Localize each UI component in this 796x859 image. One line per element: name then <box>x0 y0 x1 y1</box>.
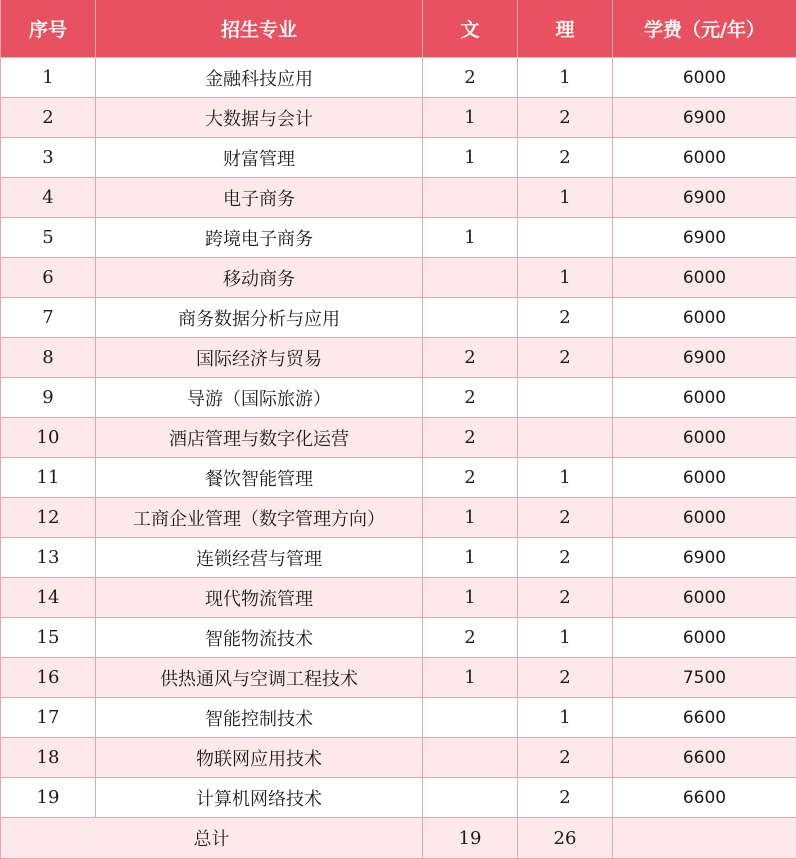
cell-arts: 1 <box>423 138 518 178</box>
cell-major: 酒店管理与数字化运营 <box>96 418 423 458</box>
table-row <box>1 98 796 138</box>
cell-science: 1 <box>518 458 613 498</box>
header-fee: 学费（元/年） <box>613 0 796 58</box>
header-science: 理 <box>518 0 613 58</box>
cell-science: 1 <box>518 178 613 218</box>
cell-major: 连锁经营与管理 <box>96 538 423 578</box>
cell-fee: 6900 <box>613 178 796 218</box>
cell-science: 2 <box>518 138 613 178</box>
cell-science: 1 <box>518 618 613 658</box>
table-row <box>1 658 796 698</box>
cell-major: 智能物流技术 <box>96 618 423 658</box>
cell-major: 移动商务 <box>96 258 423 298</box>
cell-index: 16 <box>1 658 96 698</box>
cell-fee: 6000 <box>613 578 796 618</box>
cell-arts: 2 <box>423 618 518 658</box>
cell-fee: 6000 <box>613 58 796 98</box>
table-row <box>1 58 796 98</box>
table-row <box>1 698 796 738</box>
table-row <box>1 738 796 778</box>
cell-fee: 6000 <box>613 378 796 418</box>
cell-arts <box>423 298 518 338</box>
cell-index: 2 <box>1 98 96 138</box>
cell-fee: 6000 <box>613 258 796 298</box>
cell-arts: 1 <box>423 658 518 698</box>
cell-fee: 6600 <box>613 778 796 818</box>
cell-index: 6 <box>1 258 96 298</box>
cell-index: 3 <box>1 138 96 178</box>
table-row <box>1 138 796 178</box>
cell-index: 9 <box>1 378 96 418</box>
cell-fee: 6900 <box>613 538 796 578</box>
cell-major: 商务数据分析与应用 <box>96 298 423 338</box>
cell-arts: 1 <box>423 538 518 578</box>
cell-index: 14 <box>1 578 96 618</box>
cell-science: 1 <box>518 258 613 298</box>
header-index: 序号 <box>1 0 96 58</box>
cell-arts: 2 <box>423 58 518 98</box>
cell-fee: 6900 <box>613 98 796 138</box>
cell-fee: 6600 <box>613 738 796 778</box>
cell-science: 1 <box>518 58 613 98</box>
table-row <box>1 218 796 258</box>
cell-major: 大数据与会计 <box>96 98 423 138</box>
total-science: 26 <box>518 818 613 859</box>
cell-science: 1 <box>518 698 613 738</box>
cell-fee: 6000 <box>613 418 796 458</box>
cell-fee: 6600 <box>613 698 796 738</box>
cell-science: 2 <box>518 538 613 578</box>
cell-index: 12 <box>1 498 96 538</box>
cell-science: 2 <box>518 338 613 378</box>
header-arts: 文 <box>423 0 518 58</box>
cell-index: 13 <box>1 538 96 578</box>
table-row <box>1 338 796 378</box>
table-row <box>1 178 796 218</box>
cell-major: 国际经济与贸易 <box>96 338 423 378</box>
table-row <box>1 418 796 458</box>
total-fee <box>613 818 796 859</box>
cell-major: 跨境电子商务 <box>96 218 423 258</box>
total-label: 总计 <box>1 818 423 859</box>
cell-arts: 1 <box>423 218 518 258</box>
header-row <box>1 0 796 58</box>
header-major: 招生专业 <box>96 0 423 58</box>
cell-science: 2 <box>518 778 613 818</box>
cell-index: 15 <box>1 618 96 658</box>
cell-fee: 6000 <box>613 618 796 658</box>
cell-science <box>518 418 613 458</box>
cell-fee: 6900 <box>613 338 796 378</box>
cell-science: 2 <box>518 298 613 338</box>
cell-arts: 1 <box>423 578 518 618</box>
table-row <box>1 298 796 338</box>
table-row <box>1 258 796 298</box>
cell-major: 计算机网络技术 <box>96 778 423 818</box>
cell-major: 餐饮智能管理 <box>96 458 423 498</box>
cell-science: 2 <box>518 98 613 138</box>
cell-arts: 2 <box>423 338 518 378</box>
cell-index: 5 <box>1 218 96 258</box>
cell-fee: 6000 <box>613 498 796 538</box>
cell-fee: 6000 <box>613 298 796 338</box>
cell-arts <box>423 258 518 298</box>
cell-index: 11 <box>1 458 96 498</box>
cell-index: 1 <box>1 58 96 98</box>
table-row <box>1 618 796 658</box>
cell-index: 4 <box>1 178 96 218</box>
cell-science <box>518 378 613 418</box>
table-row <box>1 538 796 578</box>
cell-major: 电子商务 <box>96 178 423 218</box>
cell-index: 8 <box>1 338 96 378</box>
cell-fee: 6900 <box>613 218 796 258</box>
table-row <box>1 498 796 538</box>
cell-arts: 2 <box>423 458 518 498</box>
cell-major: 工商企业管理（数字管理方向） <box>96 498 423 538</box>
cell-fee: 6000 <box>613 458 796 498</box>
cell-index: 7 <box>1 298 96 338</box>
cell-arts <box>423 738 518 778</box>
cell-arts <box>423 698 518 738</box>
cell-major: 供热通风与空调工程技术 <box>96 658 423 698</box>
table-row <box>1 778 796 818</box>
cell-science: 2 <box>518 738 613 778</box>
cell-fee: 7500 <box>613 658 796 698</box>
cell-index: 17 <box>1 698 96 738</box>
cell-major: 智能控制技术 <box>96 698 423 738</box>
table-row <box>1 458 796 498</box>
cell-major: 物联网应用技术 <box>96 738 423 778</box>
cell-arts: 2 <box>423 378 518 418</box>
total-row <box>1 818 796 859</box>
cell-major: 金融科技应用 <box>96 58 423 98</box>
cell-science <box>518 218 613 258</box>
cell-science: 2 <box>518 658 613 698</box>
cell-major: 财富管理 <box>96 138 423 178</box>
cell-arts: 2 <box>423 418 518 458</box>
cell-fee: 6000 <box>613 138 796 178</box>
cell-major: 导游（国际旅游） <box>96 378 423 418</box>
cell-science: 2 <box>518 578 613 618</box>
table-row <box>1 578 796 618</box>
cell-index: 19 <box>1 778 96 818</box>
cell-index: 18 <box>1 738 96 778</box>
cell-arts <box>423 178 518 218</box>
cell-major: 现代物流管理 <box>96 578 423 618</box>
cell-index: 10 <box>1 418 96 458</box>
cell-arts <box>423 778 518 818</box>
cell-arts: 1 <box>423 498 518 538</box>
total-arts: 19 <box>423 818 518 859</box>
cell-science: 2 <box>518 498 613 538</box>
cell-arts: 1 <box>423 98 518 138</box>
table-row <box>1 378 796 418</box>
